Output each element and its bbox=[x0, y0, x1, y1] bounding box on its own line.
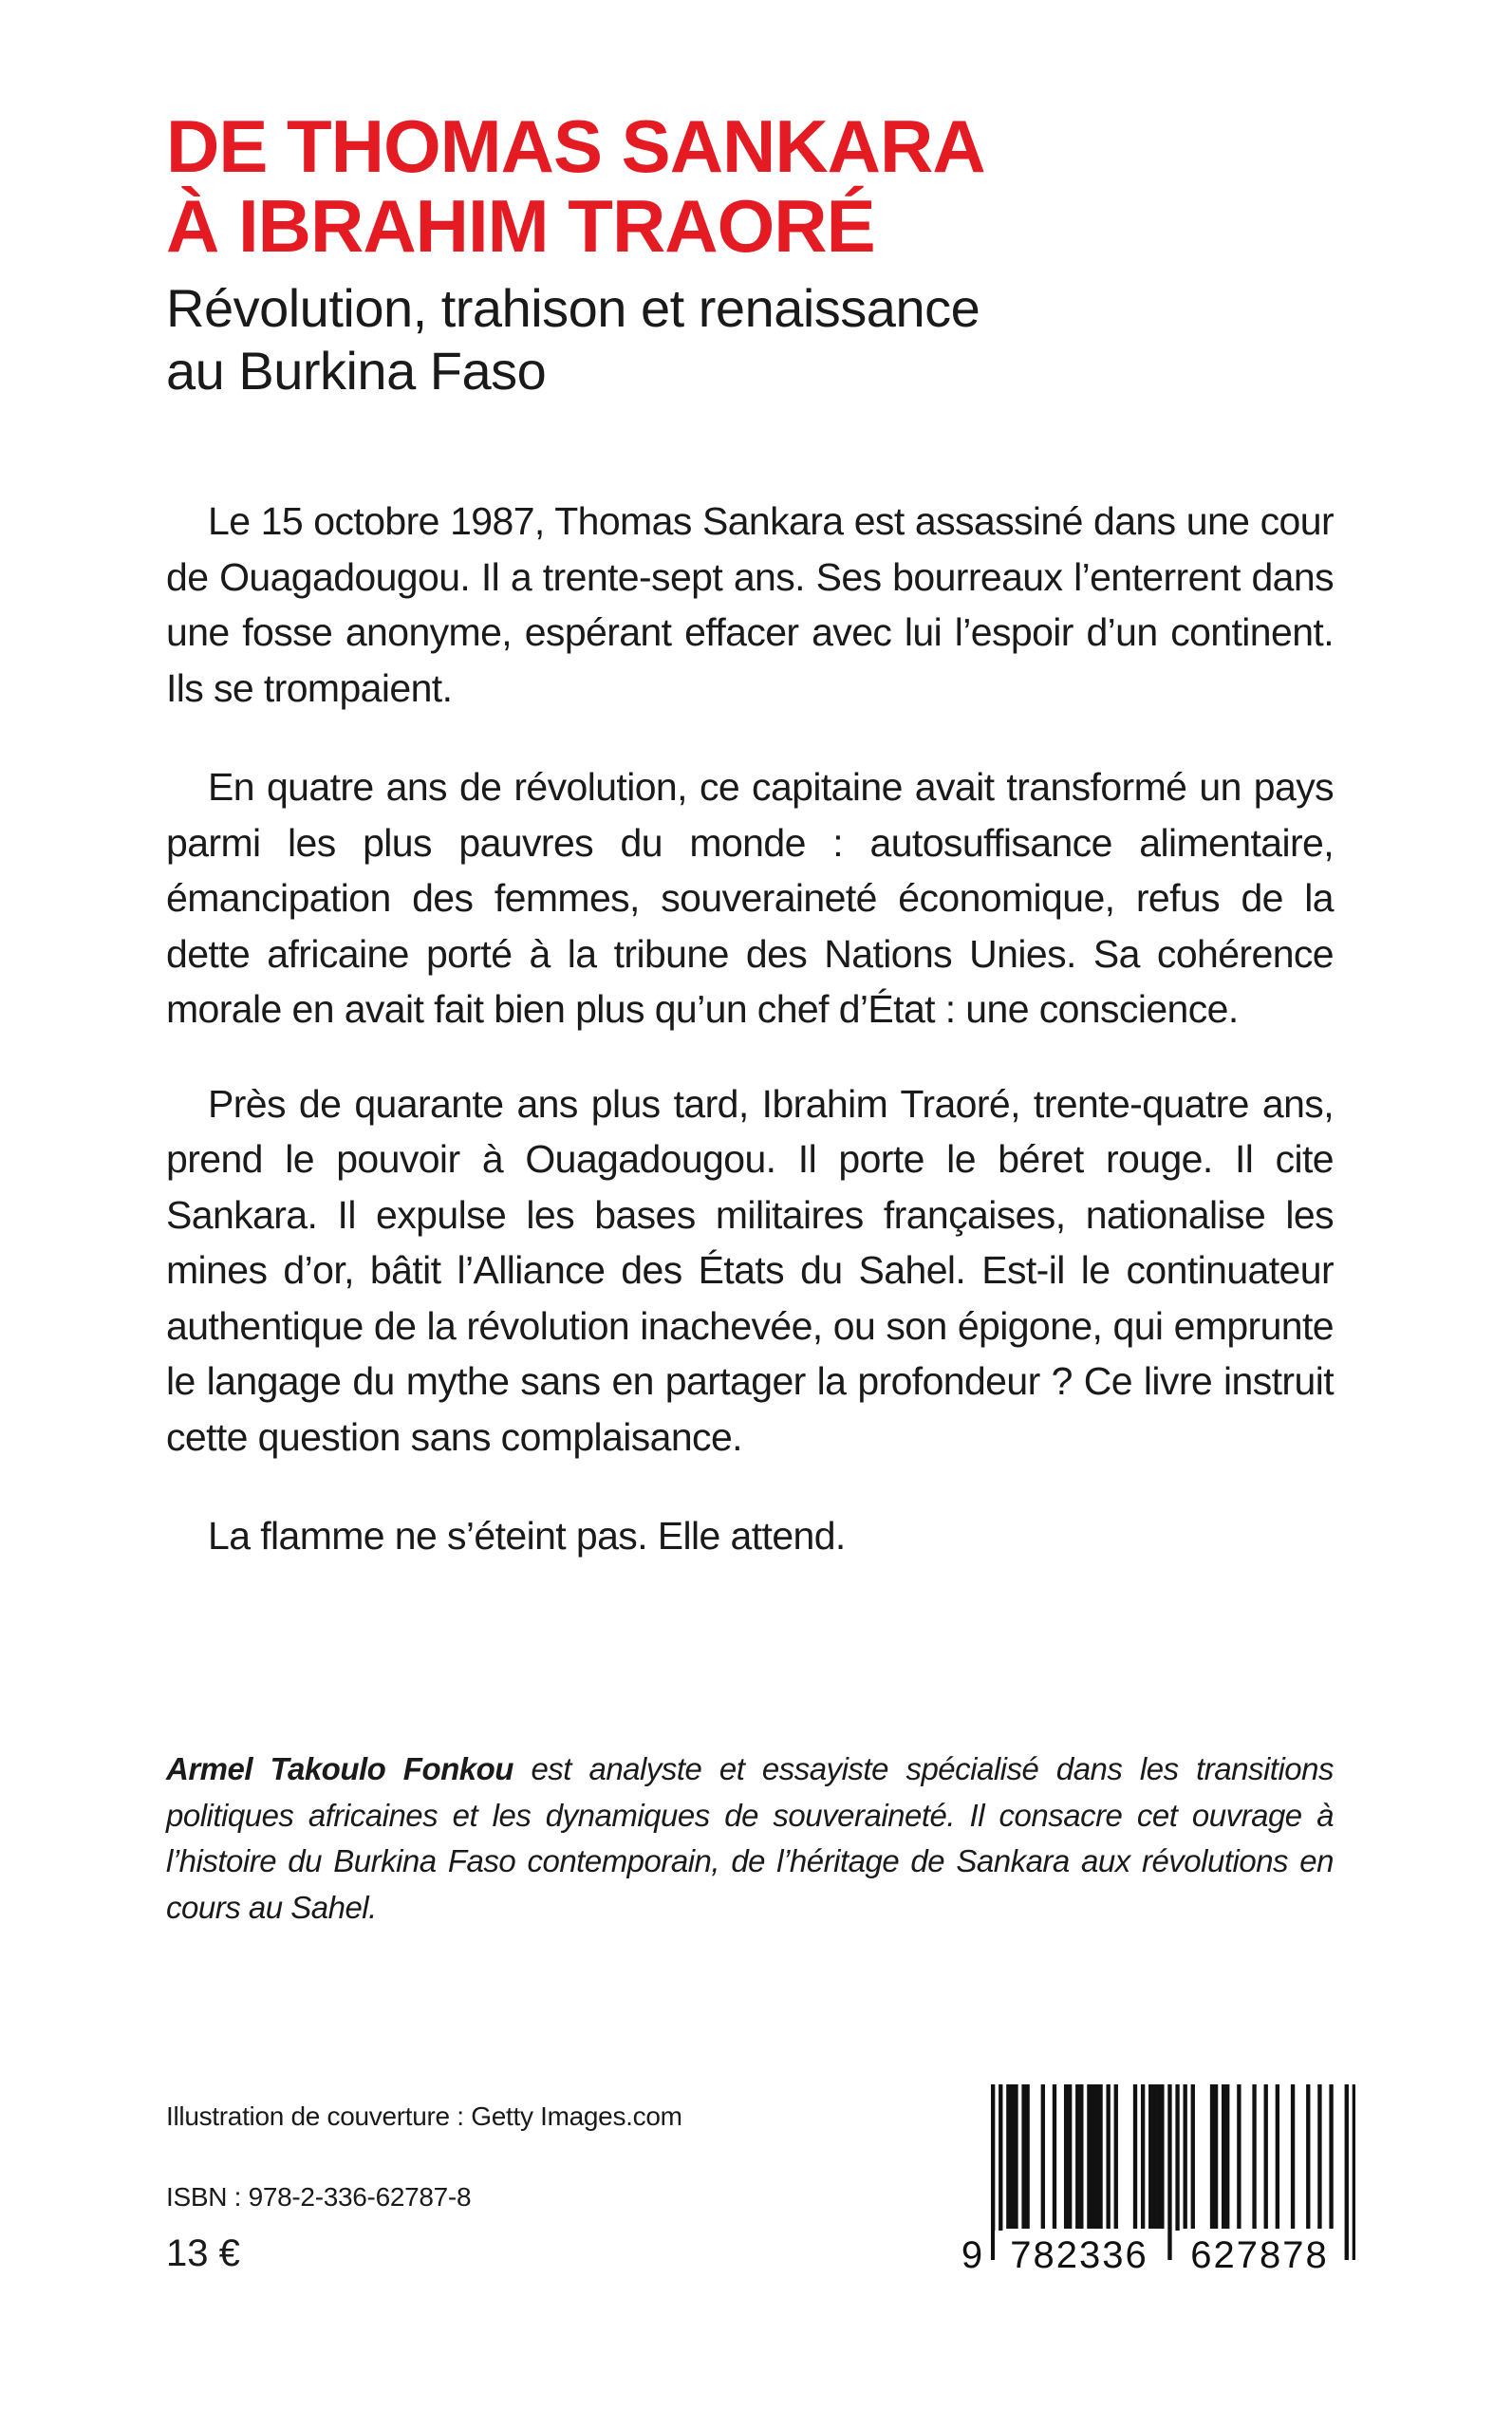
price-label: 13 € bbox=[166, 2232, 240, 2274]
blurb-paragraph-4: La flamme ne s’éteint pas. Elle attend. bbox=[208, 1514, 846, 1558]
blurb-paragraph-1: Le 15 octobre 1987, Thomas Sankara est assassiné dans une cour de Ouagadougou. Il a trente-sept ans. Ses bourreaux l’enterrent dans une fosse anonyme, espérant effacer avec lui l’espoir d’un continent. Ils se trompaient. bbox=[166, 499, 1334, 710]
book-title bbox=[166, 106, 1353, 266]
barcode-bar bbox=[1068, 2084, 1072, 2229]
barcode-digit-group-1: 782336 bbox=[995, 2231, 1164, 2280]
barcode-digits bbox=[959, 2231, 1355, 2280]
blurb-paragraph-2: En quatre ans de révolution, ce capitaine avait transformé un pays parmi les plus pauvres du monde : autosuffisance alimentaire, émancipation des femmes, souveraineté économique, refus de la dette africaine porté à la tribune des Nations Unies. Sa cohérence morale en avait fait bien plus qu’un chef d’État : une conscience. bbox=[166, 765, 1334, 1031]
barcode-bar bbox=[1329, 2084, 1333, 2229]
barcode-bar bbox=[1025, 2084, 1029, 2229]
barcode-bar bbox=[1064, 2084, 1068, 2229]
barcode-bar bbox=[1010, 2084, 1014, 2229]
blurb-text bbox=[166, 494, 1334, 1608]
isbn-number: ISBN : 978-2-336-62787-8 bbox=[166, 2182, 472, 2212]
book-title-line-1: DE THOMAS SANKARA bbox=[166, 104, 985, 188]
barcode-bar bbox=[1191, 2084, 1195, 2229]
book-title-line-2: À IBRAHIM TRAORÉ bbox=[166, 184, 875, 268]
barcode-bar bbox=[1306, 2084, 1310, 2229]
barcode-bar bbox=[1087, 2084, 1091, 2229]
barcode-bar bbox=[1006, 2084, 1010, 2229]
author-bio-text: est analyste et essayiste spécialisé dans les transitions politiques africaines et les dynamiques de souveraineté. Il consacre cet ouvrage à l’histoire du Burkina Faso contemporain, de l’héritage de Sankara aux révolutions en cours au Sahel. bbox=[166, 1751, 1334, 1925]
barcode-bar bbox=[1107, 2084, 1111, 2229]
barcode-bar bbox=[1014, 2084, 1017, 2229]
barcode-bar bbox=[1091, 2084, 1094, 2229]
barcode-bar bbox=[1141, 2084, 1145, 2229]
barcode-bar bbox=[1148, 2084, 1152, 2229]
barcode-bar bbox=[1237, 2084, 1241, 2229]
barcode-bar bbox=[1210, 2084, 1214, 2229]
book-subtitle bbox=[166, 277, 1353, 402]
barcode-bar bbox=[1114, 2084, 1118, 2229]
barcode-bar bbox=[1075, 2084, 1079, 2229]
barcode-bar bbox=[1098, 2084, 1102, 2229]
barcode-bar bbox=[1291, 2084, 1295, 2229]
blurb-paragraph-3: Près de quarante ans plus tard, Ibrahim Traoré, trente-quatre ans, prend le pouvoir à Ouagadougou. Il porte le béret rouge. Il cite Sankara. Il expulse les bases militaires françaises, nationalise les mines d’or, bâtit l’Alliance des États du Sahel. Est-il le continuateur authentique de la révolution inachevée, ou son épigone, qui emprunte le langage du mythe sans en partager la profondeur ? Ce livre instruit cette question sans complaisance. bbox=[166, 1081, 1334, 1459]
barcode-bar bbox=[1276, 2084, 1279, 2229]
barcode-lead-digit: 9 bbox=[959, 2231, 985, 2280]
barcode-bar bbox=[1053, 2084, 1056, 2229]
barcode-digit-group-2: 627878 bbox=[1175, 2231, 1344, 2280]
barcode-bar bbox=[1160, 2084, 1164, 2229]
barcode-bar bbox=[1317, 2084, 1321, 2229]
barcode-bar bbox=[1252, 2084, 1256, 2229]
barcode-bar bbox=[1152, 2084, 1156, 2229]
barcode-bar bbox=[1094, 2084, 1098, 2229]
illustration-credit: Illustration de couverture : Getty Images.com bbox=[166, 2101, 682, 2131]
barcode-bar bbox=[1156, 2084, 1160, 2229]
barcode-bar bbox=[1225, 2084, 1229, 2229]
book-subtitle-line-2: au Burkina Faso bbox=[166, 341, 547, 401]
author-bio bbox=[166, 1746, 1334, 1931]
barcode-bar bbox=[1021, 2084, 1025, 2229]
author-name: Armel Takoulo Fonkou bbox=[166, 1751, 513, 1786]
barcode-bar bbox=[1222, 2084, 1225, 2229]
barcode-bar bbox=[1133, 2084, 1137, 2229]
barcode-bar bbox=[1041, 2084, 1045, 2229]
barcode-bar bbox=[1184, 2084, 1187, 2229]
book-subtitle-line-1: Révolution, trahison et renaissance bbox=[166, 278, 980, 338]
barcode-bar bbox=[1079, 2084, 1083, 2229]
barcode-bar bbox=[1214, 2084, 1218, 2229]
barcode-bar bbox=[1264, 2084, 1268, 2229]
